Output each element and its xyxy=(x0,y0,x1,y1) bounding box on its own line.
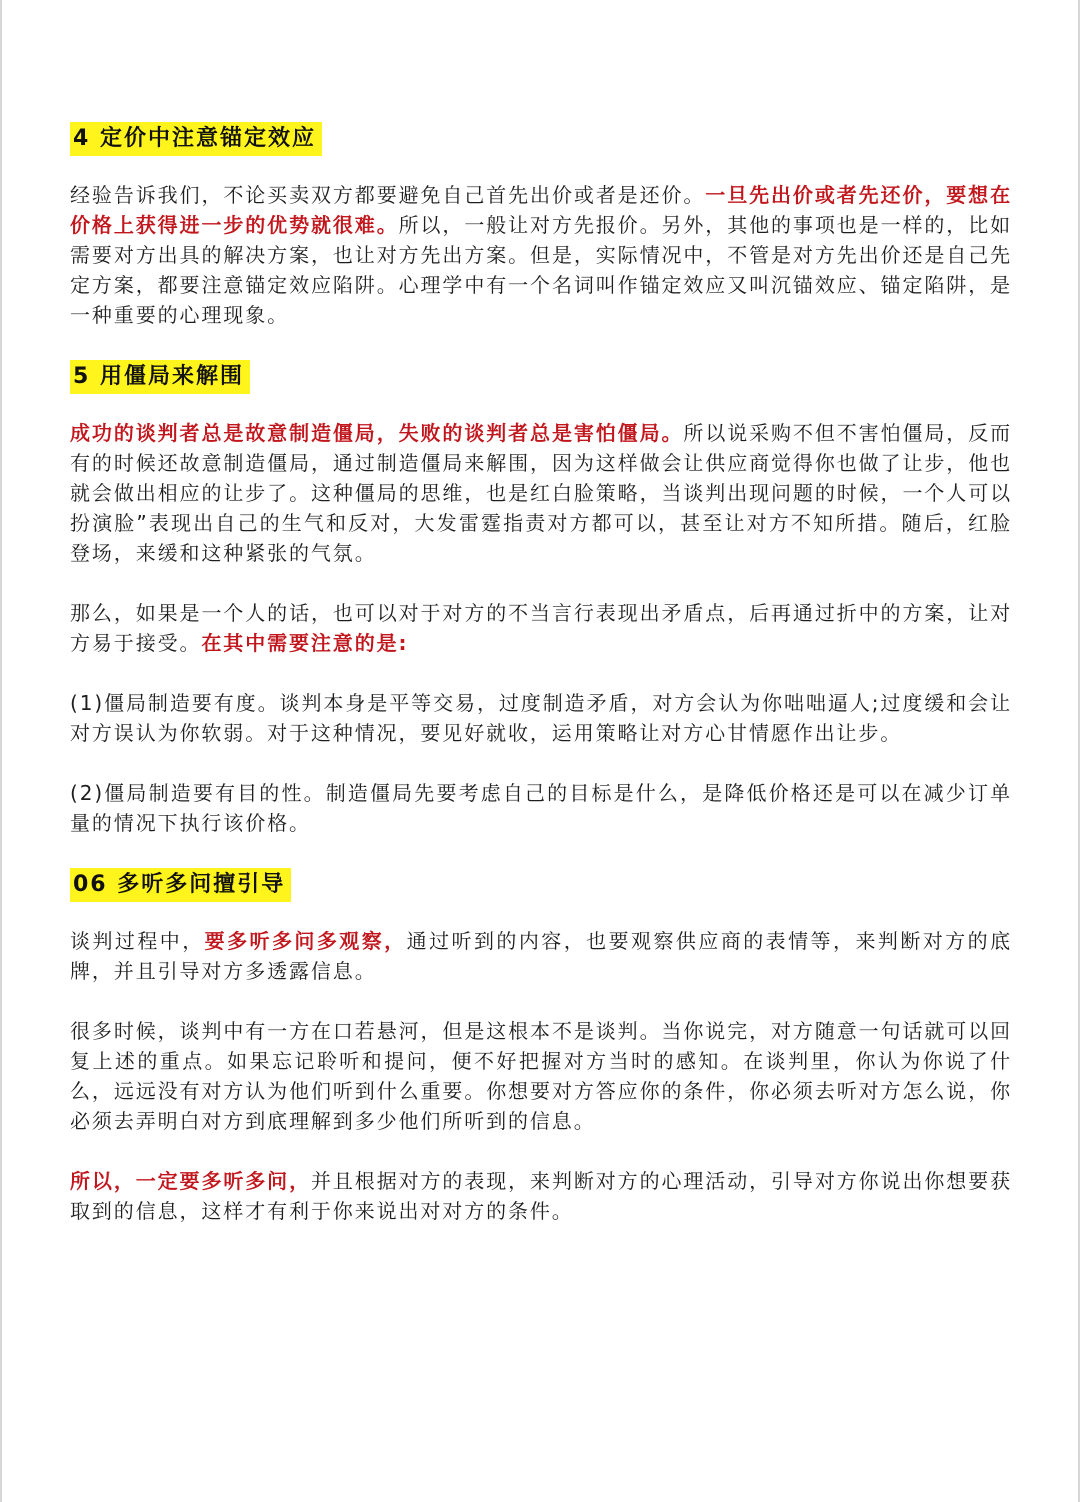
text-run: 所以说采购不但不害怕僵局，反而有的时候还故意制造僵局，通过制造僵局来解围，因为这样做会让供应商觉得你也做了让步，他也就会做出相应的让步了。这种僵局的思维，也是红白脸策略，当谈判出现问题的时候，一个人可以扮演脸”表现出自己的生气和反对，大发雷霆指责对方都可以，甚至让对方不知所措。随后，红脸登场，来缓和这种紧张的气氛。 xyxy=(70,421,1013,565)
highlighted-text: 在其中需要注意的是: xyxy=(201,631,409,655)
page-edge-left xyxy=(0,0,2,1502)
paragraph xyxy=(70,778,1012,838)
text-run: (2)僵局制造要有目的性。制造僵局先要考虑自己的目标是什么，是降低价格还是可以在减少订单量的情况下执行该价格。 xyxy=(70,781,1012,835)
section-deadlock xyxy=(70,360,1012,838)
article-body xyxy=(70,122,1012,1226)
section-listen-ask xyxy=(70,868,1012,1226)
section-anchoring xyxy=(70,122,1012,330)
section-heading: 5 用僵局来解围 xyxy=(70,360,250,394)
paragraph xyxy=(70,1016,1012,1136)
highlighted-text: 一旦先出价或者先还价，要想在价格上获得进一步的优势就很难。 xyxy=(70,183,1012,237)
paragraph xyxy=(70,598,1012,658)
text-run: 并且根据对方的表现，来判断对方的心理活动，引导对方你说出你想要获取到的信息，这样才有利于你来说出对对方的条件。 xyxy=(70,1169,1012,1223)
text-run: 通过听到的内容，也要观察供应商的表情等，来判断对方的底牌，并且引导对方多透露信息。 xyxy=(70,929,1012,983)
paragraph xyxy=(70,688,1012,748)
text-run: 那么，如果是一个人的话，也可以对于对方的不当言行表现出矛盾点，后再通过折中的方案，让对方易于接受。 xyxy=(70,601,1012,655)
text-run: 所以，一般让对方先报价。另外，其他的事项也是一样的，比如需要对方出具的解决方案，也让对方先出方案。但是，实际情况中，不管是对方先出价还是自己先定方案，都要注意锚定效应陷阱。心理学中有一个名词叫作锚定效应又叫沉锚效应、锚定陷阱，是一种重要的心理现象。 xyxy=(70,213,1012,327)
section-heading: 06 多听多问擅引导 xyxy=(70,868,291,902)
text-run: 谈判过程中， xyxy=(70,929,205,953)
text-run: 很多时候，谈判中有一方在口若悬河，但是这根本不是谈判。当你说完，对方随意一句话就可以回复上述的重点。如果忘记聆听和提问，便不好把握对方当时的感知。在谈判里，你认为你说了什么，远远没有对方认为他们听到什么重要。你想要对方答应你的条件，你必须去听对方怎么说，你必须去弄明白对方到底理解到多少他们所听到的信息。 xyxy=(70,1019,1012,1133)
highlighted-text: 成功的谈判者总是故意制造僵局，失败的谈判者总是害怕僵局。 xyxy=(70,421,684,445)
paragraph xyxy=(70,1166,1012,1226)
paragraph xyxy=(70,418,1012,568)
highlighted-text: 要多听多问多观察， xyxy=(204,929,407,953)
paragraph xyxy=(70,180,1012,330)
text-run: (1)僵局制造要有度。谈判本身是平等交易，过度制造矛盾，对方会认为你咄咄逼人;过度缓和会让对方误认为你软弱。对于这种情况，要见好就收，运用策略让对方心甘情愿作出让步。 xyxy=(70,691,1012,745)
paragraph xyxy=(70,926,1012,986)
highlighted-text: 所以，一定要多听多问， xyxy=(70,1169,311,1193)
text-run: 经验告诉我们，不论买卖双方都要避免自己首先出价或者是还价。 xyxy=(70,183,706,207)
section-heading: 4 定价中注意锚定效应 xyxy=(70,122,322,156)
